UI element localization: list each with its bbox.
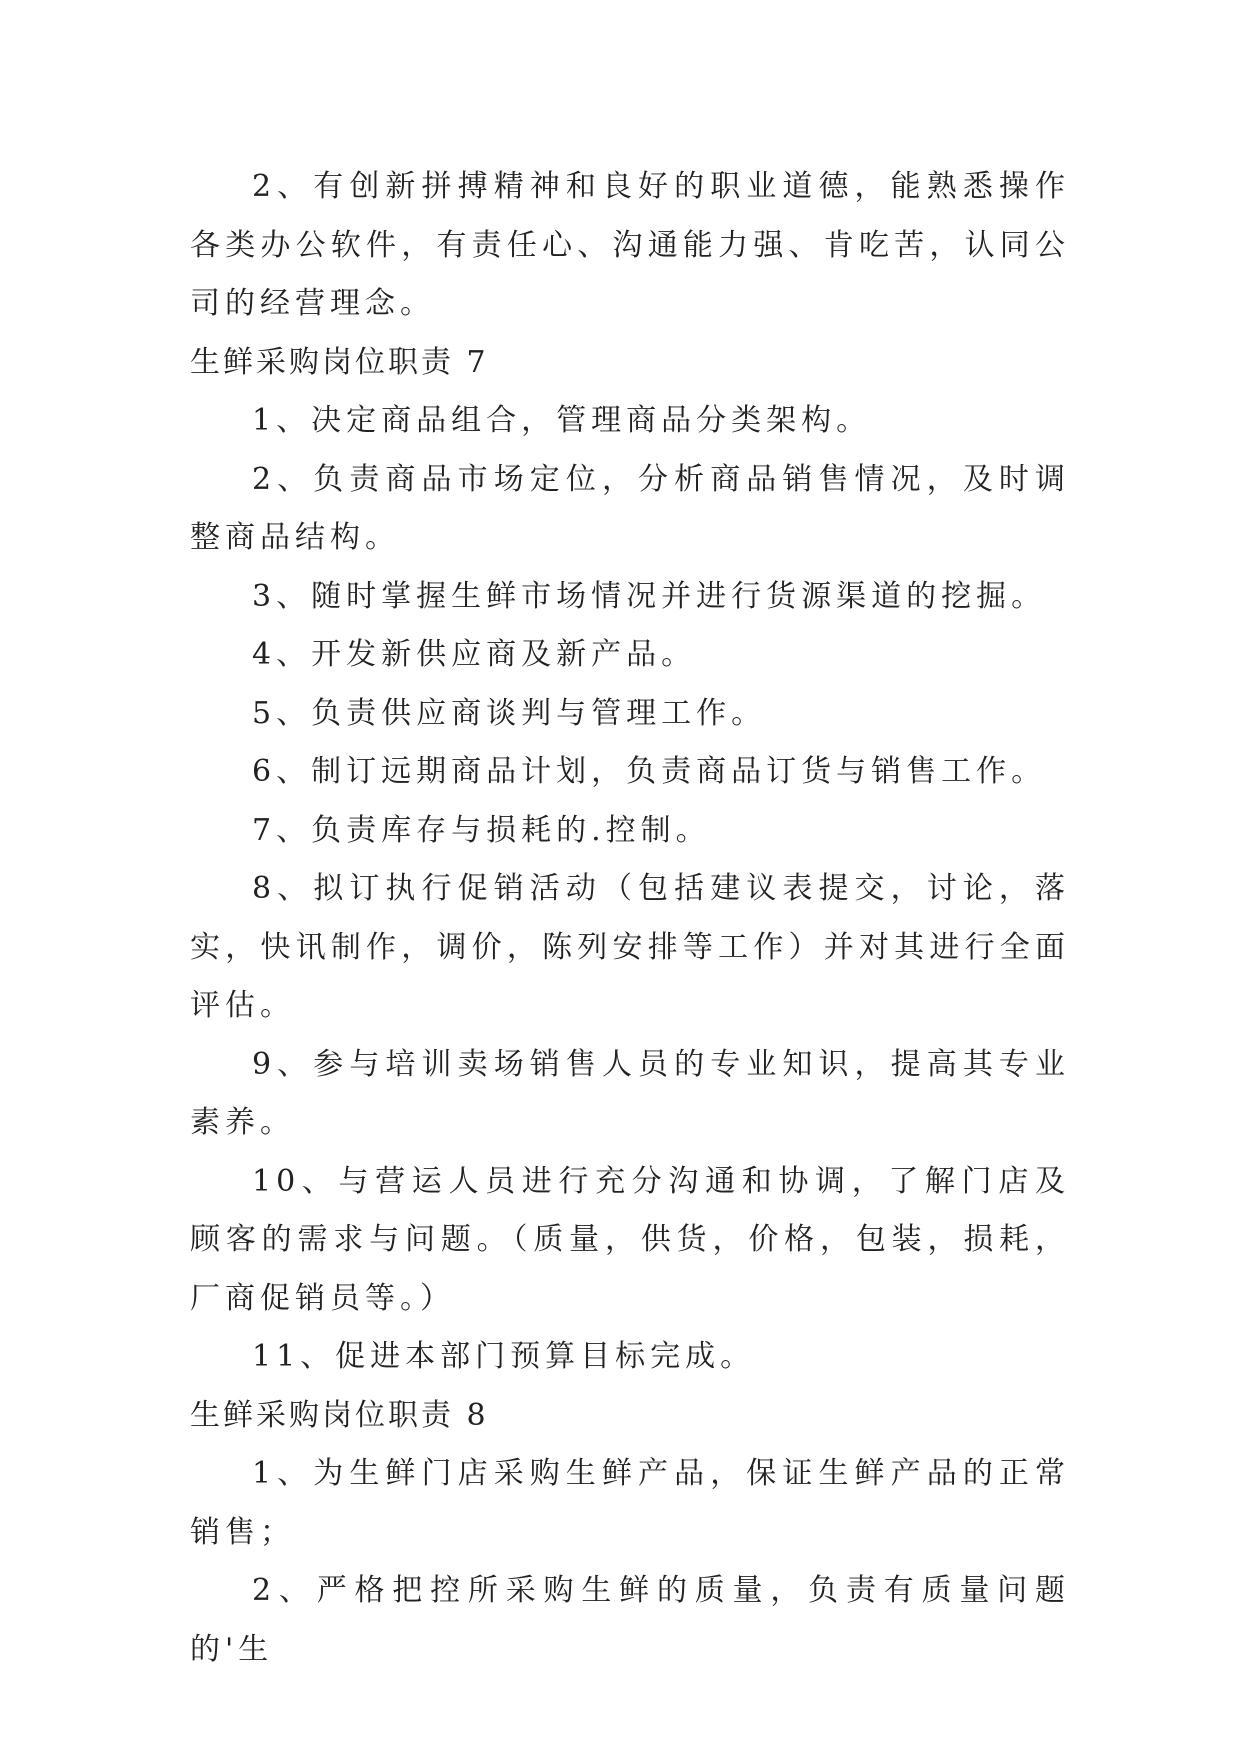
duty-item-2: 2、负责商品市场定位，分析商品销售情况，及时调整商品结构。 xyxy=(190,461,1070,555)
section-heading-8: 生鲜采购岗位职责 8 xyxy=(190,1397,489,1433)
duty-item-7: 7、负责库存与损耗的.控制。 xyxy=(252,812,711,848)
duty-item-8-1: 1、为生鲜门店采购生鲜产品，保证生鲜产品的正常销售； xyxy=(190,1456,1070,1550)
duty-item-6: 6、制订远期商品计划，负责商品订货与销售工作。 xyxy=(252,754,1047,789)
duty-item-9: 9、参与培训卖场销售人员的专业知识，提高其专业素养。 xyxy=(190,1046,1070,1140)
duty-item-3: 3、随时掌握生鲜市场情况并进行货源渠道的挖掘。 xyxy=(252,578,1047,614)
document-body xyxy=(190,158,1070,1679)
duty-item-8-2: 2、严格把控所采购生鲜的质量，负责有质量问题的'生 xyxy=(190,1573,1070,1667)
duty-item-5: 5、负责供应商谈判与管理工作。 xyxy=(252,695,767,731)
duty-item-4: 4、开发新供应商及新产品。 xyxy=(252,637,697,672)
duty-item-11: 11、促进本部门预算目标完成。 xyxy=(252,1339,756,1374)
duty-item-1: 1、决定商品组合，管理商品分类架构。 xyxy=(252,403,872,438)
duty-item-10: 10、与营运人员进行充分沟通和协调，了解门店及顾客的需求与问题。（质量，供货，价格，包装，损耗，厂商促销员等。） xyxy=(190,1163,1070,1316)
section-heading-7: 生鲜采购岗位职责 7 xyxy=(190,344,489,380)
paragraph-requirement-2: 2、有创新拼搏精神和良好的职业道德，能熟悉操作各类办公软件，有责任心、沟通能力强、肯吃苦，认同公司的经营理念。 xyxy=(190,169,1070,321)
duty-item-8: 8、拟订执行促销活动（包括建议表提交，讨论，落实，快讯制作，调价，陈列安排等工作）并对其进行全面评估。 xyxy=(190,871,1070,1023)
